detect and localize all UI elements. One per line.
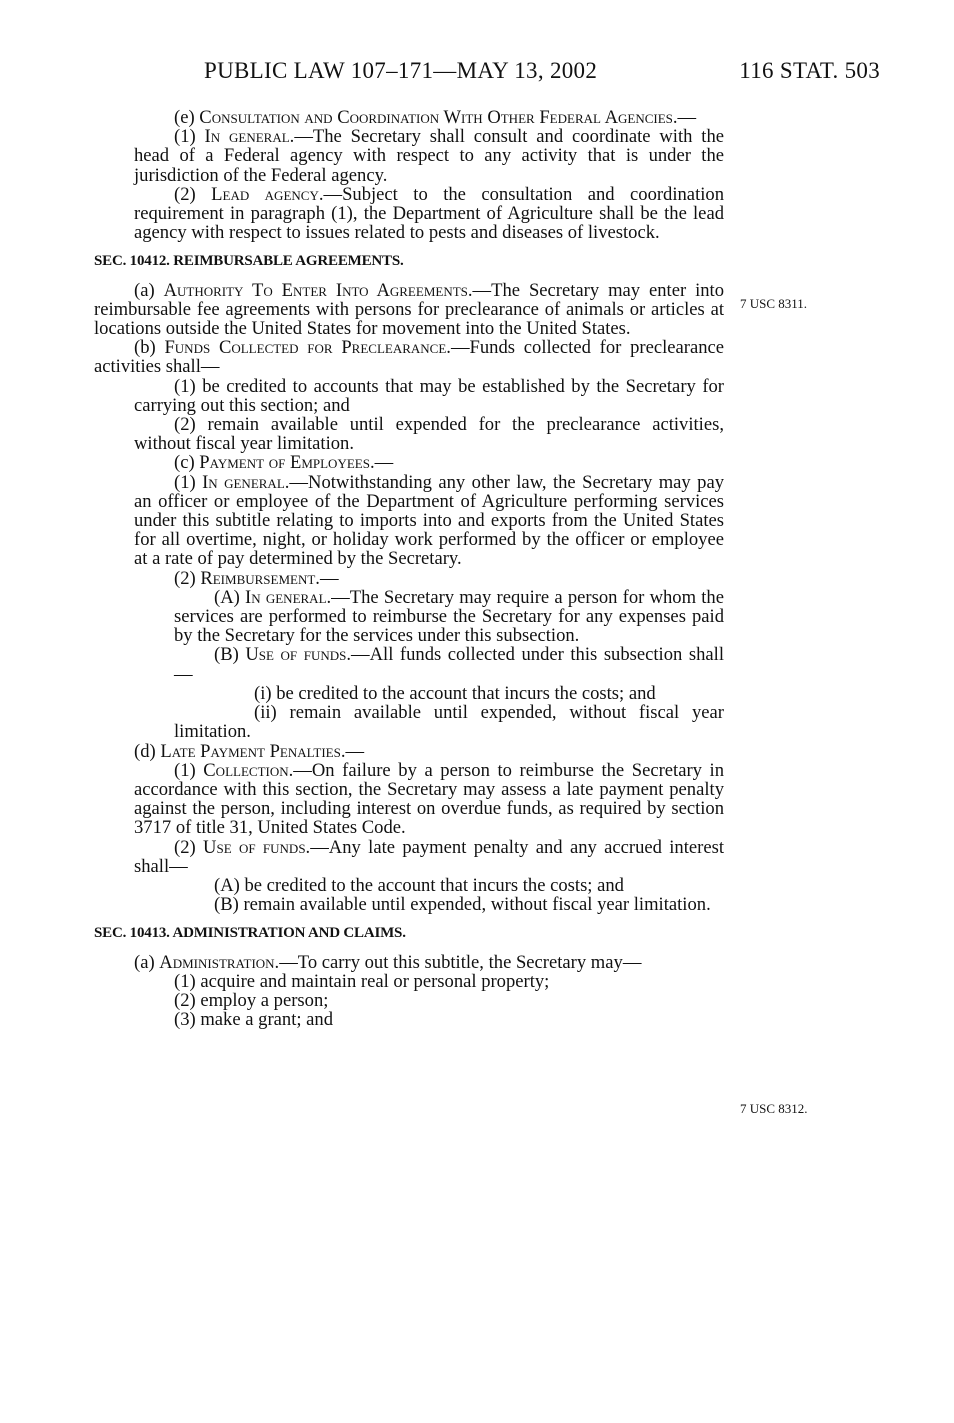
subsection-d: (d) Late Payment Penalties.—	[134, 740, 365, 762]
paragraph-e-1: (1) In general.—The Secretary shall consult and coordinate with the head of a Federal agency with respect to any activity that is under the jurisdiction of the Federal agency.	[134, 126, 724, 186]
running-head: PUBLIC LAW 107–171—MAY 13, 2002	[204, 58, 598, 83]
subparagraph-c-2-B: (B) Use of funds.—All funds collected under this subsection shall—	[174, 644, 725, 685]
margin-note-8312: 7 USC 8312.	[740, 1101, 808, 1116]
paragraph-c-1: (1) In general.—Notwithstanding any other law, the Secretary may pay an officer or employee of the Department of Agriculture performing services under this subtitle relating to imports into and exports from the United States for all overtime, night, or holiday work performed by the officer or employee at a rate of pay determined by the Secretary.	[134, 471, 724, 570]
paragraph-d-1: (1) Collection.—On failure by a person to reimburse the Secretary in accordance with this section, the Secretary may assess a late payment penalty against the person, including interest on overdue funds, as required by section 3717 of title 31, United States Code.	[134, 759, 724, 839]
clause-ii: (ii) remain available until expended, without fiscal year limitation.	[174, 702, 724, 743]
subsection-admin-a: (a) Administration.—To carry out this subtitle, the Secretary may—	[134, 951, 642, 973]
subsection-b: (b) Funds Collected for Preclearance.—Funds collected for preclearance activities shall—	[94, 337, 724, 378]
paragraph-admin-2: (2) employ a person;	[174, 989, 329, 1011]
paragraph-b-2: (2) remain available until expended for the preclearance activities, without fiscal year limitation.	[134, 414, 724, 455]
subparagraph-d-2-B: (B) remain available until expended, without fiscal year limitation.	[214, 894, 711, 916]
page-header	[200, 58, 880, 98]
subsection-e: (e) Consultation and Coordination With Other Federal Agencies.—	[174, 107, 697, 128]
paragraph-admin-3: (3) make a grant; and	[174, 1009, 334, 1031]
subparagraph-c-2-A: (A) In general.—The Secretary may require a person for whom the services are performed to reimburse the Secretary for any expenses paid by the Secretary for the services under this subsection.	[174, 586, 724, 647]
paragraph-c-2: (2) Reimbursement.—	[174, 567, 339, 589]
section-heading-10412: SEC. 10412. REIMBURSABLE AGREEMENTS.	[94, 253, 404, 270]
subparagraph-d-2-A: (A) be credited to the account that incurs the costs; and	[214, 874, 624, 896]
paragraph-b-1: (1) be credited to accounts that may be established by the Secretary for carrying out this section; and	[134, 375, 724, 416]
margin-note-8311: 7 USC 8311.	[740, 296, 808, 311]
document-body	[94, 108, 724, 1029]
subsection-c: (c) Payment of Employees.—	[174, 452, 394, 474]
paragraph-e-2: (2) Lead agency.—Subject to the consultation and coordination requirement in paragraph (1), the Department of Agriculture shall be the lead agency with respect to issues related to pests and diseases of livestock.	[134, 183, 724, 244]
paragraph-d-2: (2) Use of funds.—Any late payment penalty and any accrued interest shall—	[134, 836, 724, 877]
paragraph-admin-1: (1) acquire and maintain real or personal property;	[174, 970, 550, 992]
clause-i: (i) be credited to the account that incurs the costs; and	[254, 682, 656, 704]
section-heading-10413: SEC. 10413. ADMINISTRATION AND CLAIMS.	[94, 925, 406, 942]
stat-page-number: 116 STAT. 503	[739, 58, 880, 83]
subsection-a: (a) Authority To Enter Into Agreements.—The Secretary may enter into reimbursable fee agreements with persons for preclearance of animals or articles at locations outside the United States for movement into the United States.	[94, 279, 724, 340]
